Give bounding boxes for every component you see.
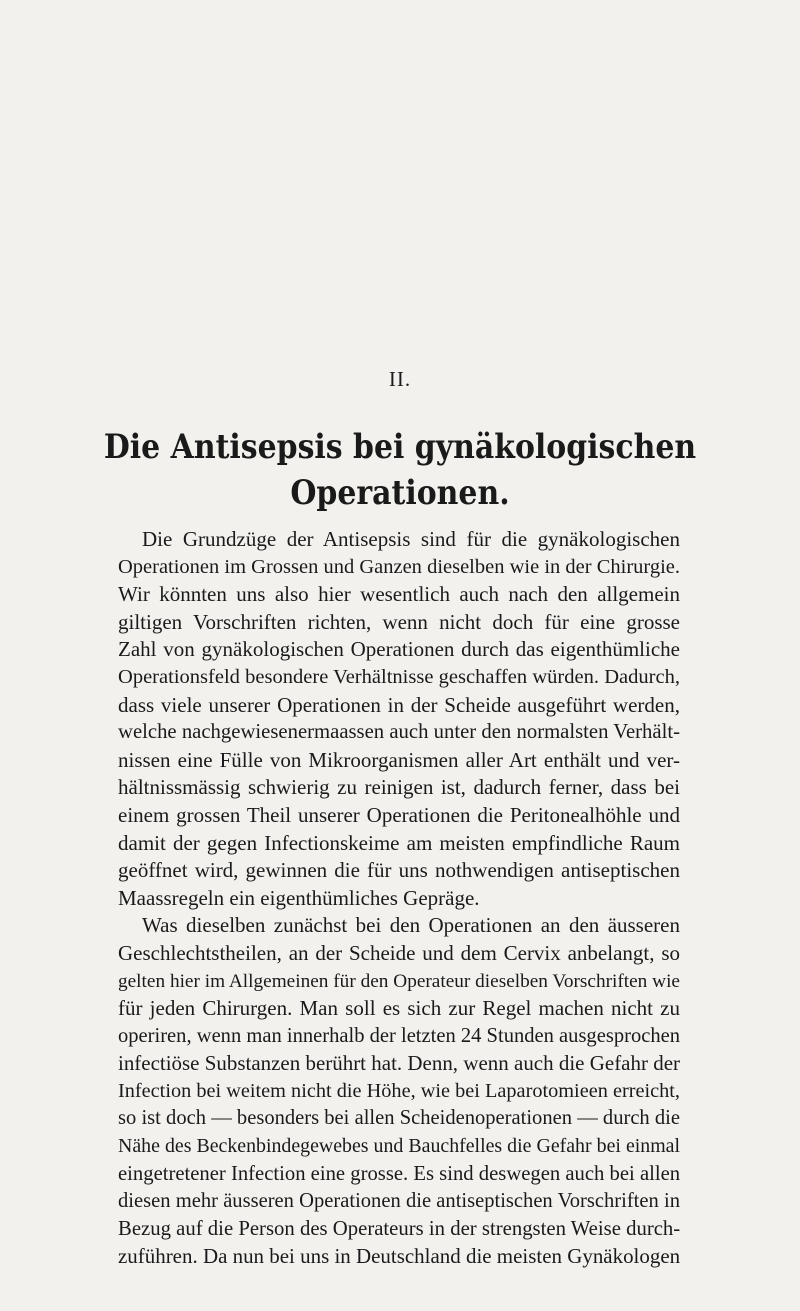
text-line: Wir könnten uns also hier wesentlich auch nach den allgemein: [118, 582, 680, 607]
text-line: infectiöse Substanzen berührt hat. Denn, wenn auch die Gefahr der: [118, 1051, 680, 1076]
text-line: Infection bei weitem nicht die Höhe, wie bei Laparotomieen erreicht,: [118, 1079, 680, 1102]
text-line: Zahl von gynäkologischen Operationen durch das eigenthümliche: [118, 637, 680, 662]
text-line: Die Grundzüge der Antisepsis sind für die gynäkologischen: [142, 527, 680, 551]
body-text: [118, 526, 680, 1271]
text-line: Was dieselben zunächst bei den Operationen an den äusseren: [142, 913, 680, 938]
text-line: welche nachgewiesenermaassen auch unter den normalsten Verhält-: [118, 721, 680, 744]
text-line: zuführen. Da nun bei uns in Deutschland die meisten Gynäkologen: [118, 1244, 681, 1269]
text-line: giltigen Vorschriften richten, wenn nicht doch für eine grosse: [118, 609, 680, 634]
text-line: Geschlechtstheilen, an der Scheide und dem Cervix anbelangt, so: [118, 940, 680, 965]
text-line: Operationen im Grossen und Ganzen dieselben wie in der Chirurgie.: [118, 555, 680, 578]
chapter-title: [48, 424, 752, 516]
text-line: diesen mehr äusseren Operationen die antiseptischen Vorschriften in: [118, 1190, 680, 1213]
text-line: nissen eine Fülle von Mikroorganismen aller Art enthält und ver-: [118, 747, 680, 772]
chapter-title-line-2: Operationen.: [290, 473, 510, 513]
text-line: hältnissmässig schwierig zu reinigen ist, dadurch ferner, dass bei: [118, 775, 680, 800]
text-line: dass viele unserer Operationen in der Scheide ausgeführt werden,: [118, 692, 680, 717]
text-line: Maassregeln ein eigenthümliches Gepräge.: [118, 885, 480, 910]
text-line: einem grossen Theil unserer Operationen die Peritonealhöhle und: [118, 802, 680, 827]
chapter-title-line-1: Die Antisepsis bei gynäkologischen: [103, 427, 697, 467]
text-line: Operationsfeld besondere Verhältnisse geschaffen würden. Dadurch,: [118, 665, 680, 688]
text-line: gelten hier im Allgemeinen für den Operateur dieselben Vorschriften wie: [118, 970, 680, 992]
text-line: Nähe des Beckenbindegewebes und Bauchfelles die Gefahr bei einmal: [118, 1135, 680, 1158]
text-line: Bezug auf die Person des Operateurs in der strengsten Weise durch-: [118, 1217, 681, 1240]
chapter-number: II.: [388, 367, 412, 391]
text-line: operiren, wenn man innerhalb der letzten 24 Stunden ausgesprochen: [118, 1024, 680, 1047]
text-line: geöffnet wird, gewinnen die für uns nothwendigen antiseptischen: [118, 858, 680, 883]
text-line: so ist doch — besonders bei allen Scheidenoperationen — durch die: [118, 1107, 680, 1130]
text-line: eingetretener Infection eine grosse. Es sind deswegen auch bei allen: [118, 1162, 681, 1185]
text-line: damit der gegen Infectionskeime am meisten empfindliche Raum: [118, 830, 680, 855]
text-line: für jeden Chirurgen. Man soll es sich zur Regel machen nicht zu: [118, 996, 680, 1021]
